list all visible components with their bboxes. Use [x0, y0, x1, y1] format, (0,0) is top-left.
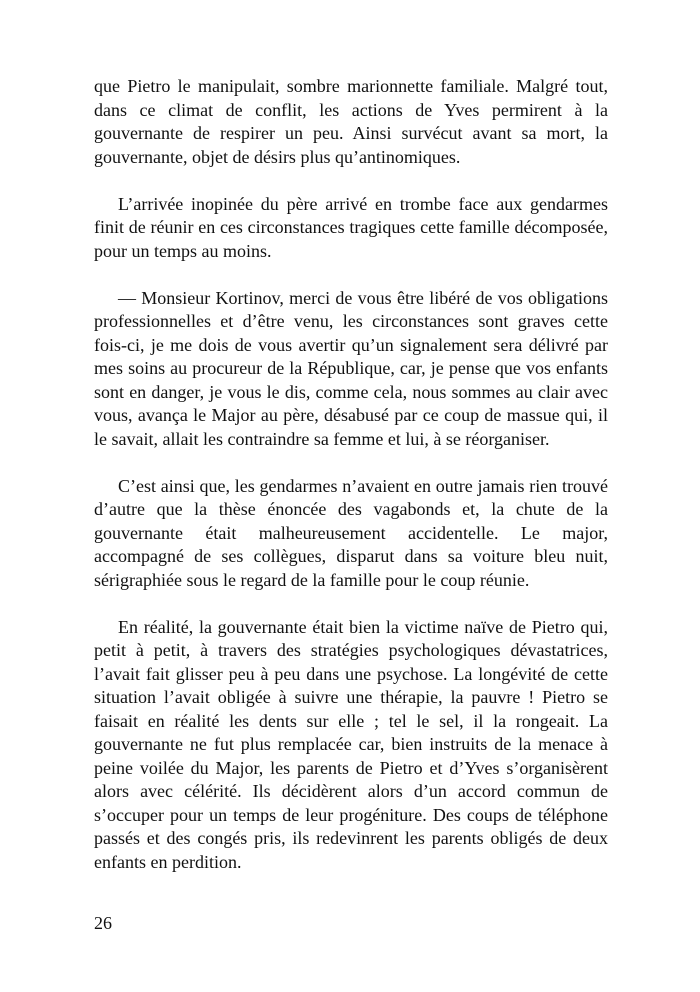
text-line: C’est ainsi que, les gendarmes n’avaient en outre jamais rien trouvé: [118, 475, 608, 496]
paragraph: [94, 616, 608, 875]
paragraph: [94, 193, 608, 264]
text-line: peine voilée du Major, les parents de Pietro et d’Yves s’organisèrent: [94, 757, 608, 778]
paragraph: [94, 75, 608, 169]
text-line: — Monsieur Kortinov, merci de vous être libéré de vos obligations: [118, 287, 608, 308]
text-line: que Pietro le manipulait, sombre marionnette familiale. Malgré tout,: [94, 76, 608, 96]
paragraph: [94, 287, 608, 452]
text-line: finit de réunir en ces circonstances tragiques cette famille décomposée,: [94, 217, 608, 237]
text-line: fois-ci, je me dois de vous avertir qu’un signalement sera délivré par: [94, 334, 608, 355]
text-line: mes soins au procureur de la République, car, je pense que vos enfants: [94, 358, 608, 378]
text-line: petit à petit, à travers des stratégies psychologiques dévastatrices,: [94, 640, 608, 660]
text-line: professionnelles et d’être venu, les circonstances sont graves cette: [94, 311, 608, 331]
text-line: gouvernante, objet de désirs plus qu’antinomiques.: [94, 146, 461, 167]
text-line: enfants en perdition.: [94, 851, 242, 872]
text-line: En réalité, la gouvernante était bien la victime naïve de Pietro qui,: [118, 616, 608, 637]
text-line: sont en danger, je vous le dis, comme cela, nous sommes au clair avec: [94, 381, 608, 402]
text-line: accompagné de ses collègues, disparut dans sa voiture bleu nuit,: [94, 546, 608, 566]
text-line: pour un temps au moins.: [94, 240, 272, 261]
page-number: 26: [94, 913, 112, 933]
text-line: gouvernante était malheureusement accidentelle. Le major,: [94, 522, 608, 543]
text-line: s’occuper pour un temps de leur progéniture. Des coups de téléphone: [94, 804, 608, 825]
text-line: gouvernante ne fut plus remplacée car, bien instruits de la menace à: [94, 734, 608, 754]
page-body: [94, 75, 608, 898]
text-line: d’autre que la thèse énoncée des vagabonds et, la chute de la: [94, 499, 608, 519]
text-line: vous, avança le Major au père, désabusé par ce coup de massue qui, il: [94, 405, 608, 425]
text-line: l’avait fait glisser peu à peu dans une psychose. La longévité de cette: [94, 663, 608, 684]
text-line: le savait, allait les contraindre sa femme et lui, à se réorganiser.: [94, 428, 550, 449]
text-line: gouvernante de respirer un peu. Ainsi survécut avant sa mort, la: [94, 123, 608, 143]
text-line: faisait en réalité les dents sur elle ; tel le sel, il la rongeait. La: [94, 710, 608, 731]
text-line: alors avec célérité. Ils décidèrent alors d’un accord commun de: [94, 781, 608, 801]
text-line: situation l’avait obligée à suivre une thérapie, la pauvre ! Pietro se: [94, 687, 608, 707]
paragraph: [94, 475, 608, 593]
text-line: sérigraphiée sous le regard de la famille pour le coup réunie.: [94, 569, 530, 590]
text-line: passés et des congés pris, ils redevinrent les parents obligés de deux: [94, 828, 608, 848]
text-line: L’arrivée inopinée du père arrivé en trombe face aux gendarmes: [118, 193, 608, 214]
text-line: dans ce climat de conflit, les actions de Yves permirent à la: [94, 99, 608, 120]
